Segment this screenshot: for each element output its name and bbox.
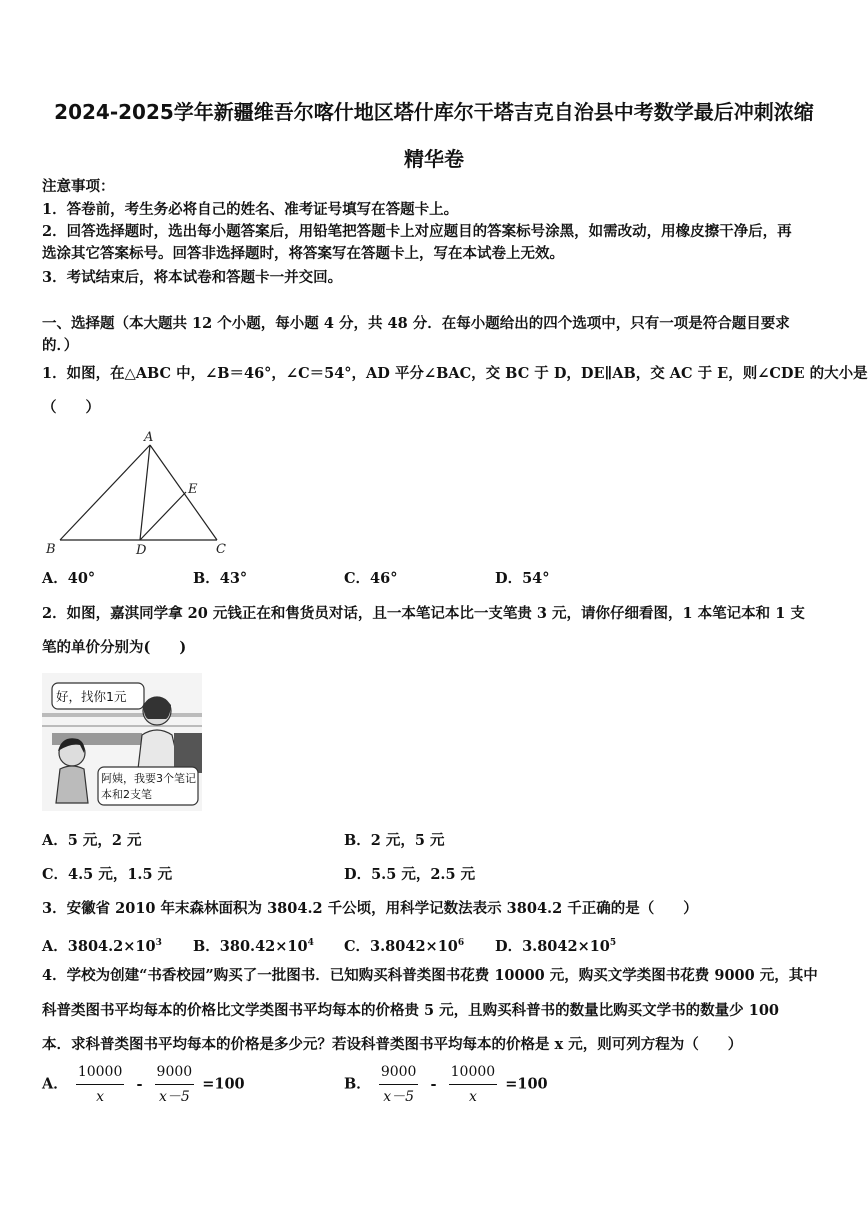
fraction: $\frac{9000}{x-5}$ (156, 1064, 193, 1105)
section1-heading-cont: 的．） (42, 337, 79, 354)
q3-option-b: B．$380.42\times 10^4$ (193, 937, 314, 955)
speech-bubble-top (52, 683, 144, 709)
q1-triangle-figure (40, 425, 240, 560)
q1-option-a: A．40° (42, 570, 96, 587)
q1-option-d: D．54° (495, 570, 550, 587)
label-d: D (136, 543, 147, 558)
customer-figure (56, 738, 88, 803)
notice-item-2: 2．回答选择题时，选出每小题答案后，用铅笔把答题卡上对应题目的答案标号涂黑，如需改动，用橡皮擦干净后，再 (42, 223, 792, 240)
q4-option-a: A． $\frac{10000}{x}$ - $\frac{9000}{x-5}$ =100 (42, 1064, 245, 1105)
q2-option-a: A．5 元，2 元 (42, 832, 142, 849)
q3-option-c: C．$3.8042\times 10^6$ (344, 937, 465, 955)
label-c: C (216, 542, 226, 557)
q3-text: 3．安徽省 2010 年末森林面积为 3804.2 千公顷，用科学记数法表示 3804.2 千正确的是（ ） (42, 900, 698, 917)
q1-option-c: C．46° (344, 570, 398, 587)
notice-item-2-cont: 选涂其它答案标号。回答非选择题时，将答案写在答题卡上，写在本试卷上无效。 (42, 245, 564, 262)
svg-text:本和2支笔: 本和2支笔 (101, 788, 152, 801)
fraction: $\frac{9000}{x-5}$ (380, 1064, 417, 1105)
q4-text-cont1: 科普类图书平均每本的价格比文学类图书平均每本的价格贵 5 元，且购买科普书的数量比购买文学书的数量少 100 (42, 1002, 779, 1019)
label-b: B (46, 542, 56, 557)
q3-option-d: D．$3.8042\times 10^5$ (495, 937, 617, 955)
fraction: $\frac{10000}{x}$ (450, 1064, 496, 1105)
section1-heading: 一、选择题（本大题共 12 个小题，每小题 4 分，共 48 分．在每小题给出的四个选项中，只有一项是符合题目要求 (42, 315, 790, 332)
svg-text:好，找你1元: 好，找你1元 (56, 689, 127, 704)
segment-de (140, 492, 186, 540)
q1-option-b: B．43° (193, 570, 248, 587)
segment-ad (140, 445, 150, 540)
exam-title-line2: 精华卷 (404, 147, 464, 171)
label-a: A (144, 430, 154, 445)
q2-text: 2．如图，嘉淇同学拿 20 元钱正在和售货员对话，且一本笔记本比一支笔贵 3 元，请你仔细看图，1 本笔记本和 1 支 (42, 605, 805, 622)
q3-option-a: A．$3804.2\times 10^3$ (42, 937, 162, 955)
q4-text-cont2: 本．求科普类图书平均每本的价格是多少元？若设科普类图书平均每本的价格是 x 元，则可列方程为（ ） (42, 1036, 743, 1053)
q2-option-d: D．5.5 元，2.5 元 (344, 866, 476, 883)
notice-item-1: 1．答卷前，考生务必将自己的姓名、准考证号填写在答题卡上。 (42, 201, 459, 218)
q4-text: 4．学校为创建“书香校园”购买了一批图书．已知购买科普类图书花费 10000 元，购买文学类图书花费 9000 元，其中 (42, 967, 818, 984)
label-e: E (188, 482, 198, 497)
speech-bubble-bottom (98, 767, 198, 805)
q1-text: 1．如图，在△ABC 中，∠B＝46°，∠C＝54°，AD 平分∠BAC，交 BC 于 D，DE∥AB，交 AC 于 E，则∠CDE 的大小是 (42, 365, 868, 382)
q2-option-b: B．2 元，5 元 (344, 832, 445, 849)
fraction: $\frac{10000}{x}$ (77, 1064, 123, 1105)
notice-item-3: 3．考试结束后，将本试卷和答题卡一并交回。 (42, 269, 343, 286)
svg-text:阿姨，我要3个笔记: 阿姨，我要3个笔记 (101, 772, 196, 785)
q4-option-b: B． $\frac{9000}{x-5}$ - $\frac{10000}{x}$ =100 (344, 1064, 548, 1105)
q2-cartoon-illustration (42, 673, 202, 811)
q2-text-cont: 笔的单价分别为( ) (42, 639, 187, 656)
q2-option-c: C．4.5 元，1.5 元 (42, 866, 173, 883)
exam-title-line1: 2024-2025学年新疆维吾尔喀什地区塔什库尔干塔吉克自治县中考数学最后冲刺浓缩 (54, 100, 814, 124)
side-ac (150, 445, 217, 540)
side-ab (60, 445, 150, 540)
notice-heading: 注意事项： (42, 178, 115, 195)
q1-paren: （ ） (42, 399, 100, 416)
